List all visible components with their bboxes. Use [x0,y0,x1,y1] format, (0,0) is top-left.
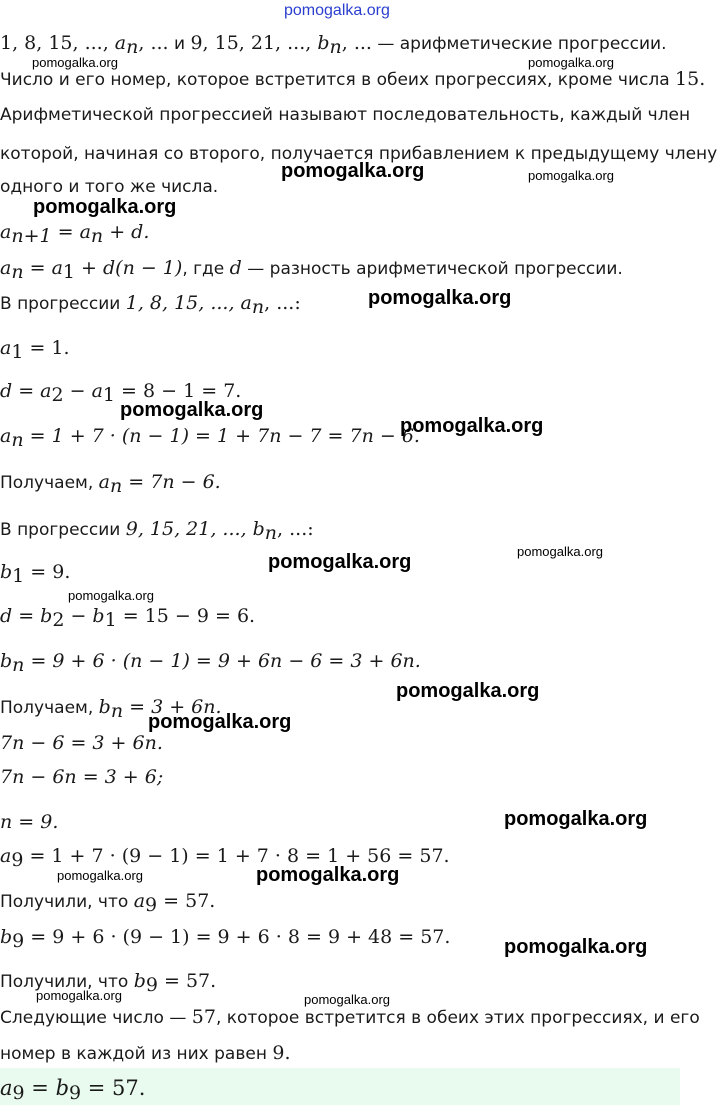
equation-2: 7n − 6n = 3 + 6; [0,766,164,788]
problem-line-2: Число и его номер, которое встретится в обеих прогрессиях, кроме числа 15. [0,68,706,90]
equation-3: n = 9. [0,811,59,833]
progression-2-general-term: $b_n = 9 + 6 \cdot (n - 1) = 9 + 6n - 6 = 3 + 6n$. [0,650,421,676]
watermark: pomogalka.org [33,196,177,218]
progression-2-intro: В прогрессии 9, 15, 21, ..., $b_n$, ...: [0,518,314,544]
watermark: pomogalka.org [400,415,544,437]
b9-result: Получили, что $b_9 = 57$. [0,970,217,996]
answer-box [0,1068,680,1105]
watermark: pomogalka.org [528,55,614,70]
definition-line-1: Арифметической прогрессией называют последовательность, каждый член [0,105,691,125]
answer-formula: $a_9 = b_9 = 57$. [0,1076,146,1104]
watermark: pomogalka.org [396,680,540,702]
progression-1-difference: $d = a_2 - a_1 = 8 - 1 = 7$. [0,380,242,406]
watermark: pomogalka.org [504,936,648,958]
a9-result: Получили, что $a_9 = 57$. [0,890,216,916]
watermark: pomogalka.org [281,160,425,182]
problem-line-1: 1, 8, 15, ..., $a_n$, ... и 9, 15, 21, ..., $b_n$, ... — арифметические прогрессии. [0,32,667,58]
progression-2-result: Получаем, $b_n = 3 + 6n$. [0,696,222,722]
progression-1-result: Получаем, $a_n = 7n - 6$. [0,471,221,497]
a9-calculation: $a_9 = 1 + 7 \cdot (9 - 1) = 1 + 7 \cdot 8 = 1 + 56 = 57$. [0,845,450,871]
watermark: pomogalka.org [32,55,118,70]
progression-1-general-term: $a_n = 1 + 7 \cdot (n - 1) = 1 + 7n - 7 = 7n - 6$. [0,425,420,451]
progression-1-intro: В прогрессии 1, 8, 15, ..., $a_n$, ...: [0,292,301,318]
definition-line-3: одного и того же числа. [0,177,219,197]
progression-2-b1: $b_1 = 9$. [0,561,71,587]
watermark: pomogalka.org [57,868,143,883]
conclusion-line-1: Следующие число — 57, которое встретится в обеих этих прогрессиях, и его [0,1006,700,1028]
watermark: pomogalka.org [68,588,154,603]
equation-1: 7n − 6 = 3 + 6n. [0,732,163,754]
watermark: pomogalka.org [504,808,648,830]
b9-calculation: $b_9 = 9 + 6 \cdot (9 - 1) = 9 + 6 \cdot 8 = 9 + 48 = 57$. [0,926,451,952]
watermark: pomogalka.org [120,399,264,421]
conclusion-line-2: номер в каждой из них равен 9. [0,1042,291,1064]
formula-general-term: $a_n = a_1 + d(n - 1)$, где d — разность арифметической прогрессии. [0,257,623,283]
watermark: pomogalka.org [528,168,614,183]
watermark: pomogalka.org [304,992,390,1007]
progression-1-a1: $a_1 = 1$. [0,337,70,363]
watermark: pomogalka.org [148,711,292,733]
watermark: pomogalka.org [368,287,512,309]
watermark: pomogalka.org [517,544,603,559]
site-header-link[interactable]: pomogalka.org [284,2,390,19]
formula-recurrence: $a_{n+1} = a_n + d$. [0,221,150,247]
watermark: pomogalka.org [268,551,412,573]
progression-2-difference: $d = b_2 - b_1 = 15 - 9 = 6$. [0,605,256,631]
watermark: pomogalka.org [256,864,400,886]
watermark: pomogalka.org [36,988,122,1003]
definition-line-2: которой, начиная со второго, получается прибавлением к предыдущему члену [0,144,717,164]
